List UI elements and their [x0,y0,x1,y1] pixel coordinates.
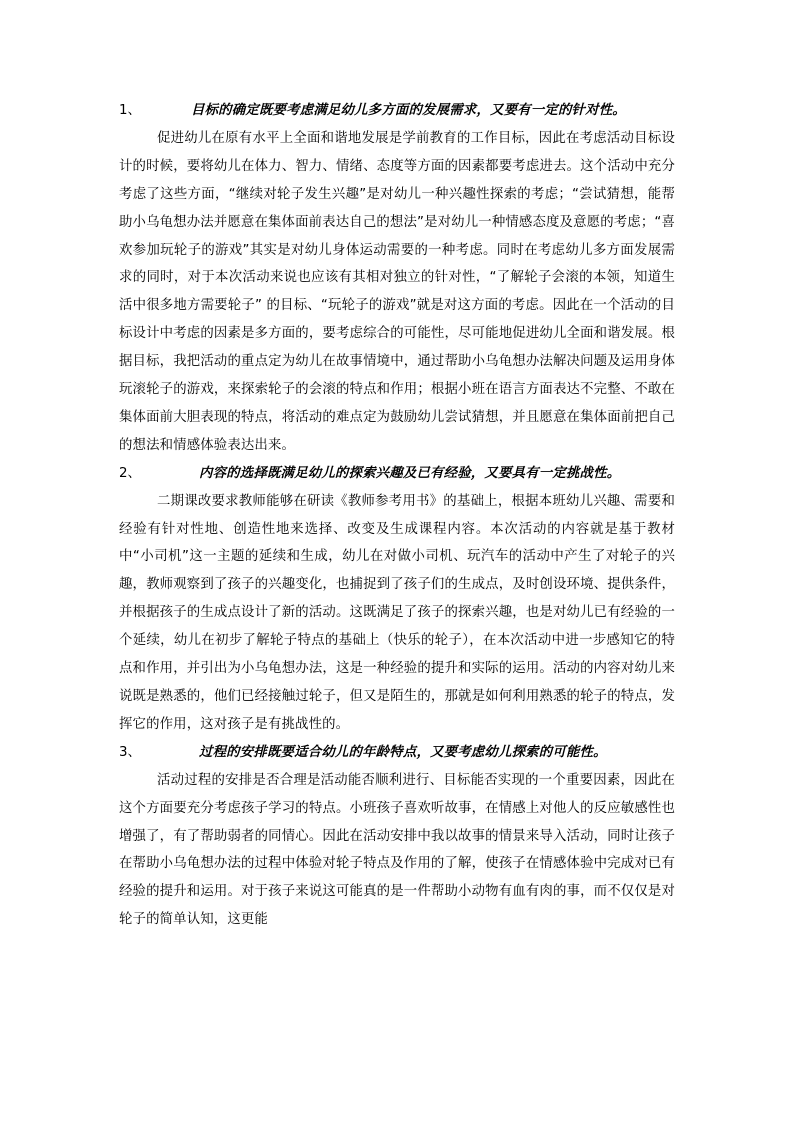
section-number: 2、 [119,465,141,481]
section-paragraph-3: 活动过程的安排是否合理是活动能否顺利进行、目标能否实现的一个重要因素，因此在这个方面要充分考虑孩子学习的特点。小班孩子喜欢听故事，在情感上对他人的反应敏感性也增强了，有了帮助弱者的同情心。因此在活动安排中我以故事的情景来导入活动，同时让孩子在帮助小乌龟想办法的过程中体验对轮子特点及作用的了解，使孩子在情感体验中完成对已有经验的提升和运用。对于孩子来说这可能真的是一件帮助小动物有血有肉的事，而不仅仅是对轮子的简单认知，这更能 [119,772,675,928]
document-body [119,97,675,934]
section-title: 目标的确定既要考虑满足幼儿多方面的发展需求，又要有一定的针对性。 [191,103,626,118]
section-title: 内容的选择既满足幼儿的探索兴趣及已有经验，又要具有一定挑战性。 [199,465,621,481]
section-heading-3 [119,739,675,767]
section-paragraph-2: 二期课改要求教师能够在研读《教师参考用书》的基础上，根据本班幼儿兴趣、需要和经验有针对性地、创造性地来选择、改变及生成课程内容。本次活动的内容就是基于教材中“小司机”这一主题的延续和生成，幼儿在对做小司机、玩汽车的活动中产生了对轮子的兴趣，教师观察到了孩子的兴趣变化，也捕捉到了孩子们的生成点，及时创设环境、提供条件，并根据孩子的生成点设计了新的活动。这既满足了孩子的探索兴趣，也是对幼儿已有经验的一个延续，幼儿在初步了解轮子特点的基础上（快乐的轮子），在本次活动中进一步感知它的特点和作用，并引出为小乌龟想办法，这是一种经验的提升和实际的运用。活动的内容对幼儿来说既是熟悉的，他们已经接触过轮子，但又是陌生的，那就是如何利用熟悉的轮子的特点，发挥它的作用，这对孩子是有挑战性的。 [119,493,675,732]
section-heading-2 [119,460,675,488]
section-number: 1、 [119,103,141,118]
section-heading-1 [119,97,675,125]
section-title: 过程的安排既要适合幼儿的年龄特点，又要考虑幼儿探索的可能性。 [199,744,607,760]
section-number: 3、 [119,744,141,760]
section-paragraph-1: 促进幼儿在原有水平上全面和谐地发展是学前教育的工作目标，因此在考虑活动目标设计的时候，要将幼儿在体力、智力、情绪、态度等方面的因素都要考虑进去。这个活动中充分考虑了这些方面，“继续对轮子发生兴趣”是对幼儿一种兴趣性探索的考虑；“尝试猜想，能帮助小乌龟想办法并愿意在集体面前表达自己的想法”是对幼儿一种情感态度及意愿的考虑；“喜欢参加玩轮子的游戏”其实是对幼儿身体运动需要的一种考虑。同时在考虑幼儿多方面发展需求的同时，对于本次活动来说也应该有其相对独立的针对性，“了解轮子会滚的本领，知道生活中很多地方需要轮子” 的目标、“玩轮子的游戏”就是对这方面的考虑。因此在一个活动的目标设计中考虑的因素是多方面的，要考虑综合的可能性，尽可能地促进幼儿全面和谐发展。根据目标，我把活动的重点定为幼儿在故事情境中，通过帮助小乌龟想办法解决问题及运用身体玩滚轮子的游戏，来探索轮子的会滚的特点和作用；根据小班在语言方面表达不完整、不敢在集体面前大胆表现的特点，将活动的难点定为鼓励幼儿尝试猜想，并且愿意在集体面前把自己的想法和情感体验表达出来。 [119,130,675,453]
